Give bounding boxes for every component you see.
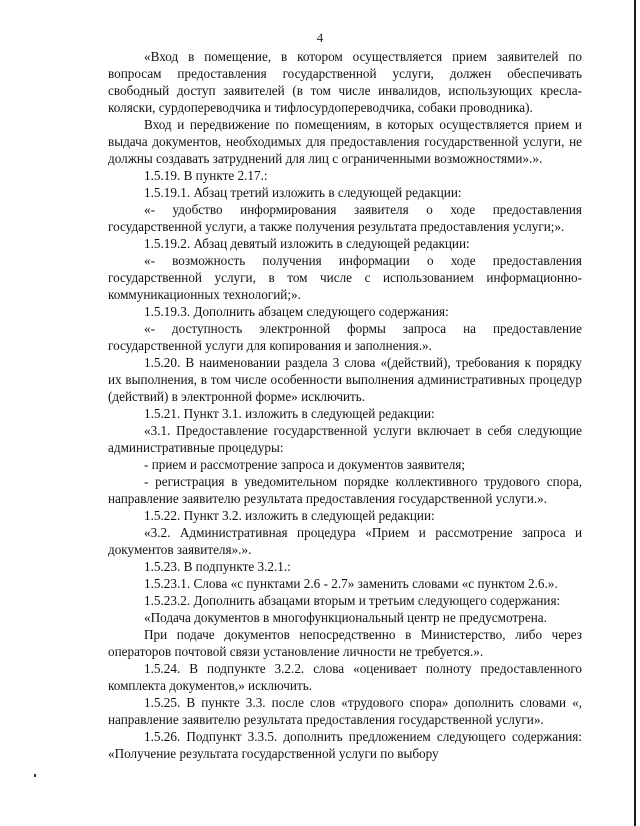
paragraph-3: 1.5.19. В пункте 2.17.: (144, 168, 268, 183)
paragraph-1: «Вход в помещение, в котором осуществляется прием заявителей по вопросам предоставления государственной услуги, должен обеспечивать свободный доступ заявителей (в том числе инвалидов, использующих кресла-коляски, сурдопереводчика и тифлосурдопереводчика, собаки проводника). (108, 49, 582, 115)
paragraph-17: 1.5.23. В подпункте 3.2.1.: (144, 559, 291, 574)
paragraph-23: 1.5.25. В пункте 3.3. после слов «трудового спора» дополнить словами «, направление заявителю результата предоставления государственной услуги». (108, 695, 582, 727)
paragraph-9: «- доступность электронной формы запроса на предоставление государственной услуги для копирования и заполнения.». (108, 321, 582, 353)
page-number: 4 (316, 30, 324, 45)
paragraph-4: 1.5.19.1. Абзац третий изложить в следующей редакции: (144, 185, 462, 200)
paragraph-11: 1.5.21. Пункт 3.1. изложить в следующей редакции: (144, 406, 435, 421)
paragraph-2: Вход и передвижение по помещениям, в которых осуществляется прием и выдача документов, необходимых для предоставления государственной услуги, не должны создавать затруднений для лиц с ограниченными возможностями».». (108, 117, 582, 166)
paragraph-12: «3.1. Предоставление государственной услуги включает в себя следующие административные процедуры: (108, 423, 582, 455)
paragraph-16: «3.2. Административная процедура «Прием и рассмотрение запроса и документов заявителя».». (108, 525, 582, 557)
scan-speck (34, 774, 36, 777)
paragraph-7: «- возможность получения информации о ходе предоставления государственной услуги, в том числе с использованием информационно-коммуникационных технологий;». (108, 253, 582, 302)
paragraph-22: 1.5.24. В подпункте 3.2.2. слова «оценивает полноту предоставленного комплекта документов,» исключить. (108, 661, 582, 693)
paragraph-6: 1.5.19.2. Абзац девятый изложить в следующей редакции: (144, 236, 470, 251)
paragraph-15: 1.5.22. Пункт 3.2. изложить в следующей редакции: (144, 508, 435, 523)
paragraph-18: 1.5.23.1. Слова «с пунктами 2.6 - 2.7» заменить словами «с пунктом 2.6.». (144, 576, 558, 591)
paragraph-20: «Подача документов в многофункциональный центр не предусмотрена. (144, 610, 547, 625)
paragraph-14: - регистрация в уведомительном порядке коллективного трудового спора, направление заявителю результата предоставления государственной услуги.». (108, 474, 582, 506)
document-body (108, 48, 582, 762)
paragraph-21: При подаче документов непосредственно в Министерство, либо через операторов почтовой связи установление личности не требуется.». (108, 627, 582, 659)
paragraph-5: «- удобство информирования заявителя о ходе предоставления государственной услуги, а также получения результата предоставления услуги;». (108, 202, 582, 234)
paragraph-19: 1.5.23.2. Дополнить абзацами вторым и третьим следующего содержания: (144, 593, 561, 608)
paragraph-24: 1.5.26. Подпункт 3.3.5. дополнить предложением следующего содержания: «Получение результата государственной услуги по выбору (108, 729, 582, 761)
page-edge-shadow (634, 0, 636, 826)
paragraph-8: 1.5.19.3. Дополнить абзацем следующего содержания: (144, 304, 449, 319)
paragraph-10: 1.5.20. В наименовании раздела 3 слова «(действий), требования к порядку их выполнения, в том числе особенности выполнения административных процедур (действий) в электронной форме» исключить. (108, 355, 582, 404)
paragraph-13: - прием и рассмотрение запроса и документов заявителя; (144, 457, 466, 472)
